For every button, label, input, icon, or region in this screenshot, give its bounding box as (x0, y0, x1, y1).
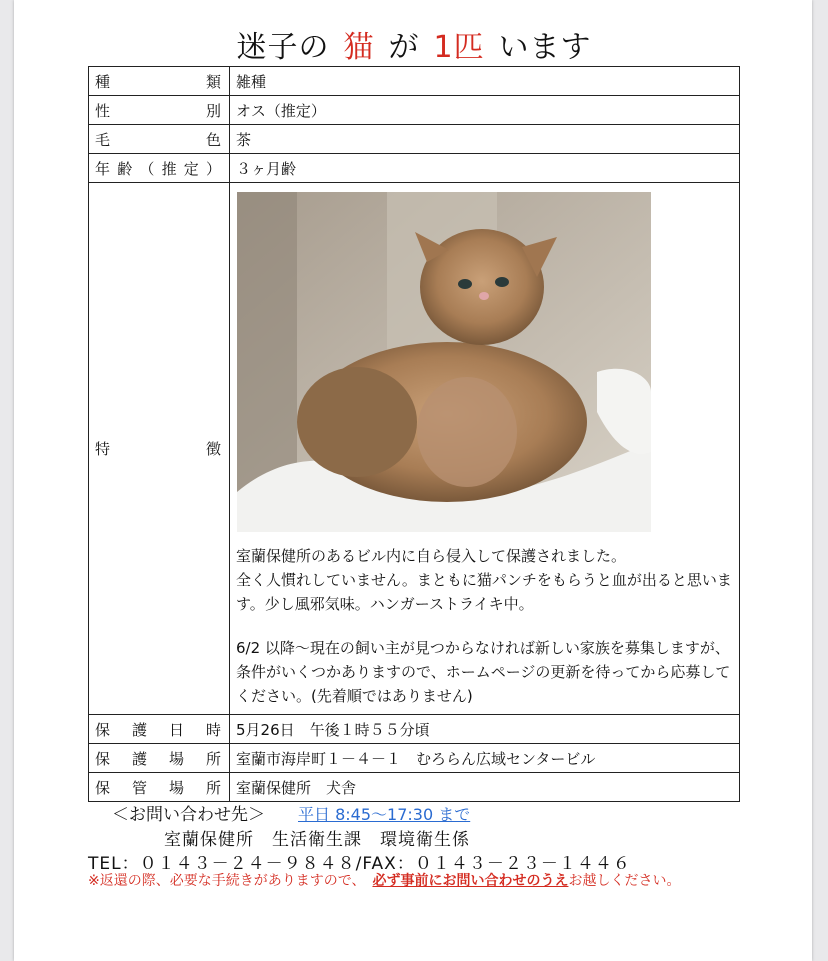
table-row (89, 183, 740, 715)
table-row (89, 773, 740, 802)
row-label-age: 年齢（推定） (89, 154, 230, 183)
row-value-sex: オス（推定） (230, 96, 740, 125)
contact-heading: ＜お問い合わせ先＞ (112, 805, 265, 825)
table-row (89, 67, 740, 96)
feature-cell (230, 183, 740, 715)
row-label-feature: 特徴 (89, 183, 230, 715)
row-label-rescue-place: 保護場所 (89, 744, 230, 773)
contact-department: 室蘭保健所 生活衛生課 環境衛生係 (164, 830, 470, 850)
row-value-age: ３ヶ月齢 (230, 154, 740, 183)
row-value-storage-place: 室蘭保健所 犬舎 (230, 773, 740, 802)
table-row (89, 715, 740, 744)
title-part3: います (498, 30, 592, 65)
row-label-color: 毛色 (89, 125, 230, 154)
contact-tel-fax: TEL：０１４３－２４－９８４８/FAX：０１４３－２３－１４４６ (88, 854, 631, 874)
note-emphasis: 必ず事前にお問い合わせのうえ (372, 873, 569, 889)
table-row (89, 744, 740, 773)
return-note (88, 872, 748, 890)
hours-link[interactable]: 平日 8:45～17:30 まで (298, 805, 471, 824)
title-animal: 猫 (343, 30, 375, 65)
row-label-storage-place: 保管場所 (89, 773, 230, 802)
row-label-rescue-date: 保護日時 (89, 715, 230, 744)
description-line3: 6/2 以降～現在の飼い主が見つからなければ新しい家族を募集しますが、条件がいくつかありますので、ホームページの更新を待ってから応募してください。(先着順ではありません) (236, 639, 731, 705)
row-label-sex: 性別 (89, 96, 230, 125)
cat-info-table (88, 66, 740, 802)
description-line2: 全く人慣れしていません。まともに猫パンチをもらうと血が出ると思います。少し風邪気味。ハンガーストライキ中。 (236, 571, 732, 613)
page-title (0, 22, 828, 66)
table-row (89, 125, 740, 154)
row-value-type: 雑種 (230, 67, 740, 96)
table-row (89, 154, 740, 183)
cat-photo (237, 192, 651, 532)
row-value-rescue-date: 5月26日 午後１時５５分頃 (230, 715, 740, 744)
row-value-rescue-place: 室蘭市海岸町１－４－１ むろらん広域センタービル (230, 744, 740, 773)
title-count: 1匹 (433, 30, 485, 65)
description-line1: 室蘭保健所のあるビル内に自ら侵入して保護されました。 (236, 547, 627, 565)
table-row (89, 96, 740, 125)
paragraph-gap (236, 616, 733, 636)
title-part2: が (388, 30, 420, 65)
note-prefix: ※返還の際、必要な手続きがありますので、 (88, 873, 359, 889)
row-label-type: 種類 (89, 67, 230, 96)
note-suffix: お越しください。 (568, 873, 681, 889)
title-part1: 迷子の (236, 30, 330, 65)
feature-description (236, 544, 733, 708)
row-value-color: 茶 (230, 125, 740, 154)
